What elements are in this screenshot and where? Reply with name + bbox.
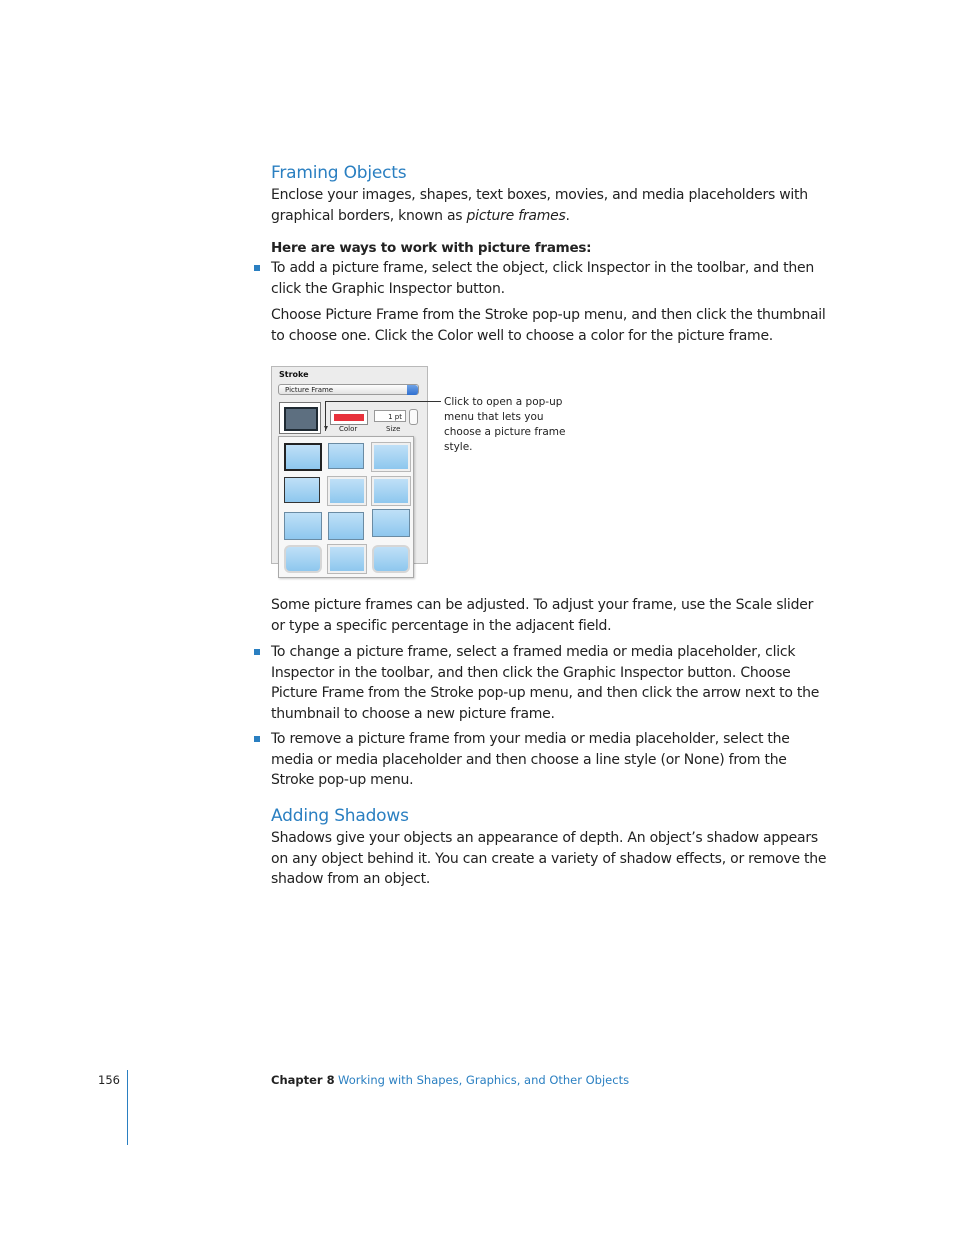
frame-style-option[interactable] (372, 509, 410, 537)
page-number: 156 (98, 1073, 120, 1087)
chapter-label: Chapter 8 (271, 1073, 335, 1087)
stroke-panel-title: Stroke (279, 370, 309, 379)
frame-style-grid (278, 436, 414, 578)
stroke-popup-menu[interactable] (278, 384, 419, 395)
frame-style-option[interactable] (284, 443, 322, 471)
intro-paragraph (271, 185, 831, 226)
section-heading-adding-shadows: Adding Shadows (271, 806, 409, 826)
color-well[interactable] (330, 410, 368, 425)
frame-style-option[interactable] (328, 443, 364, 469)
color-swatch (334, 414, 364, 421)
bullet-add-frame: To add a picture frame, select the object, click Inspector in the toolbar, and then click the Graphic Inspector button. (271, 260, 814, 297)
color-label: Color (339, 425, 358, 433)
adjust-frame-paragraph: Some picture frames can be adjusted. To adjust your frame, use the Scale slider or type a specific percentage in the adjacent field. (271, 597, 814, 634)
intro-emphasis: picture frames (466, 207, 566, 224)
size-label: Size (386, 425, 401, 433)
frame-style-option[interactable] (284, 545, 322, 573)
bullet-add-frame-continued: Choose Picture Frame from the Stroke pop-up menu, and then click the thumbnail to choose one. Click the Color well to choose a color for the picture frame. (271, 307, 826, 344)
stroke-popup-value: Picture Frame (285, 386, 334, 394)
size-stepper[interactable] (409, 409, 418, 425)
ways-heading: Here are ways to work with picture frames: (271, 240, 592, 256)
popup-chevron-icon (407, 385, 418, 395)
frame-style-option[interactable] (284, 512, 322, 540)
frame-thumbnail-button[interactable] (279, 402, 321, 434)
stroke-inspector-figure (271, 366, 429, 578)
section-heading-framing-objects: Framing Objects (271, 163, 407, 183)
intro-text: Enclose your images, shapes, text boxes, movies, and media placeholders with graphical borders, known as (271, 187, 808, 224)
frame-style-option[interactable] (328, 545, 366, 573)
chapter-title: Working with Shapes, Graphics, and Other Objects (338, 1073, 630, 1087)
frame-style-option[interactable] (284, 477, 320, 503)
size-field[interactable]: 1 pt (374, 410, 406, 422)
frame-style-option[interactable] (372, 477, 410, 505)
shadows-paragraph: Shadows give your objects an appearance of depth. An object’s shadow appears on any object behind it. You can create a variety of shadow effects, or remove the shadow from an object. (271, 830, 827, 887)
frame-style-option[interactable] (372, 443, 410, 471)
bullet-remove-frame: To remove a picture frame from your media or media placeholder, select the media or media placeholder and then choose a line style (or None) from the Stroke pop-up menu. (271, 731, 790, 788)
bullet-marker (254, 736, 260, 742)
callout-leader (325, 401, 326, 431)
callout-line (325, 401, 441, 402)
intro-end: . (565, 207, 570, 224)
footer-rule (127, 1070, 128, 1145)
callout-text: Click to open a pop-up menu that lets you choose a picture frame style. (444, 396, 566, 453)
frame-style-option[interactable] (328, 477, 366, 505)
frame-style-option[interactable] (372, 545, 410, 573)
bullet-marker (254, 649, 260, 655)
bullet-change-frame: To change a picture frame, select a framed media or media placeholder, click Inspector in the toolbar, and then click the Graphic Inspector button. Choose Picture Frame from the Stroke pop-up menu, and then click the arrow next to the thumbnail to choose a new picture frame. (271, 644, 820, 722)
frame-thumbnail-image (284, 407, 318, 431)
bullet-marker (254, 265, 260, 271)
frame-style-option[interactable] (328, 512, 364, 540)
